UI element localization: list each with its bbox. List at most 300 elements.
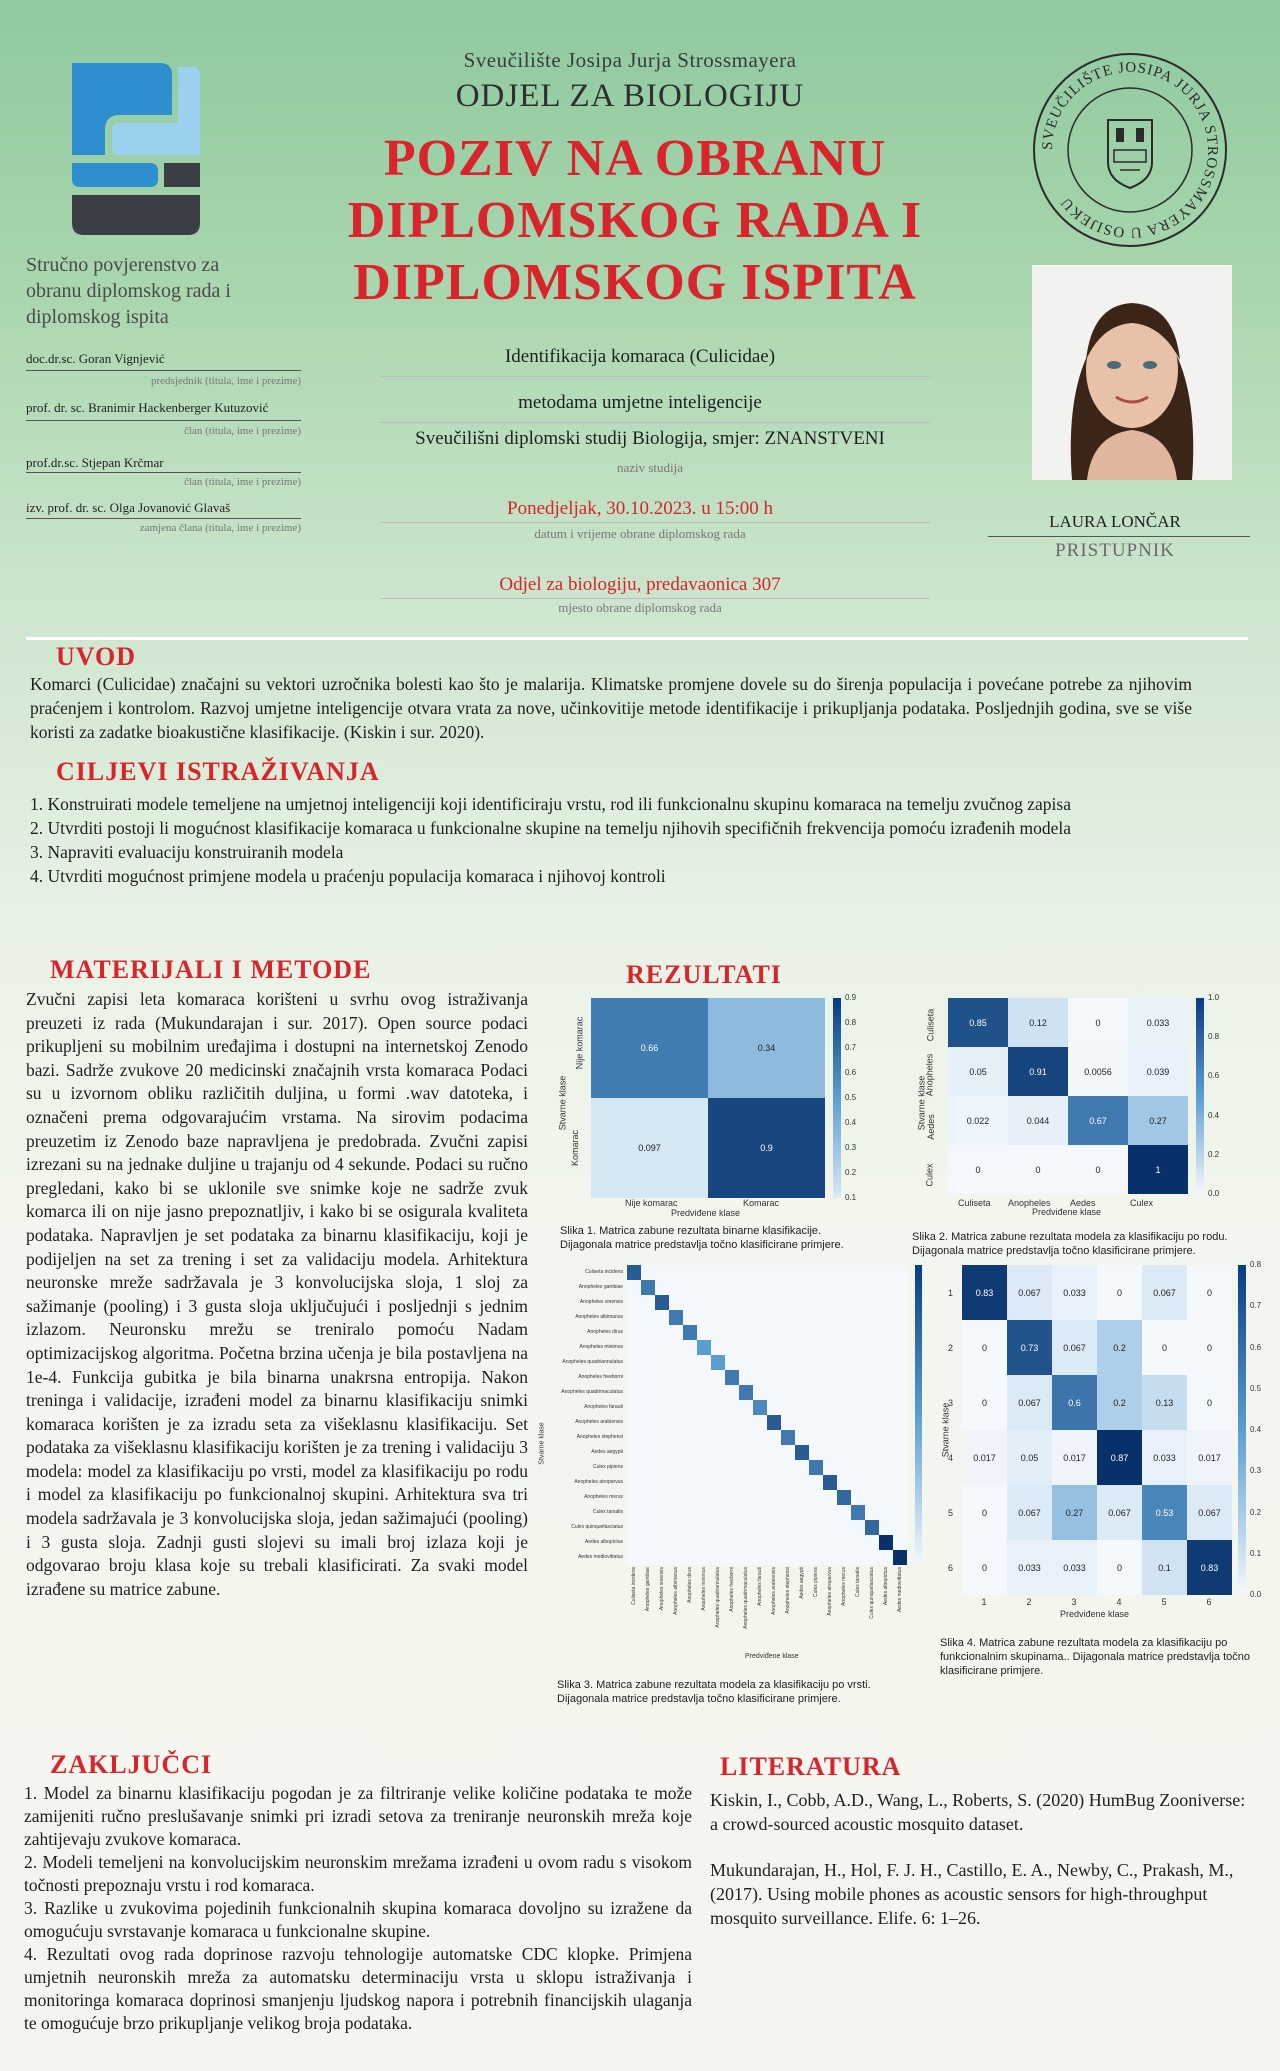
cm3-col-label: Anopheles atroparvus — [827, 1567, 833, 1616]
cm3-cell — [697, 1400, 711, 1415]
cm4-cell: 0.067 — [1052, 1320, 1097, 1375]
cm4-col-label: 2 — [1026, 1597, 1032, 1607]
cm3-cell — [753, 1550, 767, 1565]
cm3-cell — [627, 1430, 641, 1445]
cm4-col-labels — [962, 1597, 1232, 1609]
cm4-cell: 0.017 — [962, 1430, 1007, 1485]
rezultati-title: REZULTATI — [626, 960, 782, 989]
cm3-cell — [893, 1520, 907, 1535]
cm3-cell — [655, 1430, 669, 1445]
cm3-cell — [641, 1415, 655, 1430]
cm3-cell — [725, 1325, 739, 1340]
cm3-cell — [809, 1400, 823, 1415]
cilj-item: 3. Napraviti evaluaciju konstruiranih modela — [30, 842, 344, 862]
cm1-row-label-1: Komarac — [570, 1129, 581, 1167]
zakljucak-item: 1. Model za binarnu klasifikaciju pogodan je za filtriranje velike količine podataka te može zamijeniti ručno preslušavanje snimki pri izradi setova za treniranje neuronskih mreža koje zahtijevaju zvukove komaraca. — [24, 1783, 692, 1849]
cm2-cell: 0.67 — [1068, 1096, 1128, 1145]
cm4-col-label: 3 — [1071, 1597, 1077, 1607]
cm4-cell: 0.017 — [1052, 1430, 1097, 1485]
figure-3-caption: Slika 3. Matrica zabune rezultata modela za klasifikaciju po vrsti. Dijagonala matrice predstavlja točno klasificirane primjere. — [557, 1679, 871, 1705]
cm4-colorbar-tick: 0.5 — [1250, 1383, 1262, 1393]
cm2-cell: 1 — [1128, 1145, 1188, 1194]
cm3-cell — [893, 1550, 907, 1565]
cm3-cell — [655, 1460, 669, 1475]
cm3-cell — [641, 1535, 655, 1550]
cm3-cell — [725, 1520, 739, 1535]
study-label: naziv studija — [616, 460, 684, 475]
cm3-cell — [641, 1505, 655, 1520]
cm3-cell — [809, 1265, 823, 1280]
cm3-cell — [837, 1400, 851, 1415]
cm4-col-label: 5 — [1161, 1597, 1167, 1607]
cm3-cell — [795, 1265, 809, 1280]
committee-member-2-role: član (titula, ime i prezime) — [184, 425, 301, 437]
cm3-cell — [711, 1340, 725, 1355]
cm2-cell: 0.033 — [1128, 998, 1188, 1047]
cm3-cell — [711, 1430, 725, 1445]
department-name: ODJEL ZA BIOLOGIJU — [455, 78, 805, 114]
cm3-cell — [837, 1445, 851, 1460]
cm1-xlabel: Predviđene klase — [671, 1208, 741, 1218]
cm3-cell — [697, 1355, 711, 1370]
cm3-cell — [767, 1385, 781, 1400]
cm3-cell — [697, 1415, 711, 1430]
cm3-cell — [851, 1445, 865, 1460]
cm4-cell: 0 — [1097, 1540, 1142, 1595]
cm3-cell — [767, 1400, 781, 1415]
cm3-cell — [697, 1535, 711, 1550]
cm2-cell: 0.27 — [1128, 1096, 1188, 1145]
candidate-name: LAURA LONČAR — [1049, 512, 1181, 531]
cm3-cell — [711, 1505, 725, 1520]
cm3-cell — [627, 1445, 641, 1460]
cm3-cell — [893, 1400, 907, 1415]
cm3-cell — [893, 1445, 907, 1460]
cm1-row-label-0: Nije komarac — [574, 1016, 585, 1070]
cm3-cell — [837, 1430, 851, 1445]
cm4-cell: 0.27 — [1052, 1485, 1097, 1540]
cm3-cell — [669, 1325, 683, 1340]
cm3-cell — [795, 1295, 809, 1310]
cm3-cell — [823, 1355, 837, 1370]
cm3-col-label: Anopheles freeborni — [729, 1567, 735, 1612]
cm3-cell — [683, 1430, 697, 1445]
cm2-colorbar-tick: 0.0 — [1208, 1189, 1220, 1198]
cm3-cell — [837, 1550, 851, 1565]
cm3-cell — [711, 1520, 725, 1535]
cm2-cell: 0.85 — [948, 998, 1008, 1047]
cm3-cell — [725, 1295, 739, 1310]
cm3-cell — [725, 1505, 739, 1520]
cm2-xlabel: Predviđene klase — [1032, 1207, 1102, 1217]
cm3-cell — [865, 1355, 879, 1370]
cm3-cell — [753, 1310, 767, 1325]
cm3-cell — [781, 1430, 795, 1445]
cm3-cell — [627, 1340, 641, 1355]
cm3-cell — [683, 1550, 697, 1565]
cm3-cell — [669, 1535, 683, 1550]
cm3-ylabel: Stvarne klase — [538, 1422, 546, 1465]
committee-member-4-role: zamjena člana (titula, ime i prezime) — [139, 522, 301, 534]
cm4-cell: 0.067 — [1187, 1485, 1232, 1540]
cm3-cell — [753, 1505, 767, 1520]
cm3-cell — [655, 1520, 669, 1535]
cm3-cell — [725, 1340, 739, 1355]
cm3-cell — [711, 1490, 725, 1505]
cm3-cell — [893, 1430, 907, 1445]
cm3-cell — [879, 1385, 893, 1400]
cm2-cell: 0.039 — [1128, 1047, 1188, 1096]
cm3-cell — [865, 1445, 879, 1460]
cm3-cell — [781, 1415, 795, 1430]
cm3-cell — [865, 1400, 879, 1415]
cm4-cell: 0.83 — [1187, 1540, 1232, 1595]
cm3-cell — [739, 1505, 753, 1520]
cm3-cell — [879, 1460, 893, 1475]
cm3-cell — [683, 1295, 697, 1310]
cm4-cell: 0.017 — [1187, 1430, 1232, 1485]
cm3-cell — [781, 1535, 795, 1550]
thesis-title-line-2: metodama umjetne inteligencije — [518, 392, 762, 413]
cm4-row-label: 6 — [948, 1562, 954, 1573]
cm3-cell — [739, 1370, 753, 1385]
cm3-cell — [893, 1475, 907, 1490]
cm3-cell — [627, 1550, 641, 1565]
cm3-cell — [851, 1400, 865, 1415]
cm3-cell — [893, 1355, 907, 1370]
cm4-cell: 0 — [962, 1540, 1007, 1595]
cm3-cell — [809, 1535, 823, 1550]
cm3-cell — [753, 1415, 767, 1430]
cm3-cell — [627, 1310, 641, 1325]
cm3-cell — [795, 1490, 809, 1505]
cm3-cell — [851, 1355, 865, 1370]
cm3-cell — [879, 1310, 893, 1325]
zakljucak-item: 3. Razlike u zvukovima pojedinih funkcionalnih skupina komaraca dovoljno su izražene da omogućuju svrstavanje komaraca u funkcionalne skupine. — [24, 1898, 692, 1941]
cm3-cell — [795, 1310, 809, 1325]
cm3-cell — [641, 1400, 655, 1415]
cm3-cell — [753, 1535, 767, 1550]
cm3-cell — [893, 1385, 907, 1400]
university-seal — [1030, 50, 1230, 250]
cm3-cell — [767, 1280, 781, 1295]
reference-item: Kiskin, I., Cobb, A.D., Wang, L., Roberts, S. (2020) HumBug Zooniverse: a crowd-sourced acoustic mosquito dataset. — [710, 1790, 1246, 1834]
cm2-cell: 0 — [1068, 1145, 1128, 1194]
cm3-cell — [837, 1310, 851, 1325]
cm3-cell — [711, 1535, 725, 1550]
cm3-col-label: Culex quinquefasciatus — [869, 1567, 875, 1619]
cm3-cell — [851, 1475, 865, 1490]
cm3-cell — [795, 1355, 809, 1370]
cm3-cell — [851, 1280, 865, 1295]
cm3-cell — [795, 1430, 809, 1445]
cm3-cell — [683, 1280, 697, 1295]
cm3-cell — [879, 1535, 893, 1550]
cm3-col-label: Anopheles quadrimaculatus — [743, 1567, 749, 1629]
cm3-cell — [641, 1550, 655, 1565]
cm4-cell: 0 — [1097, 1265, 1142, 1320]
cm3-cell — [879, 1445, 893, 1460]
cm3-xlabel: Predviđene klase — [745, 1653, 799, 1660]
cm3-cell — [641, 1325, 655, 1340]
cm3-cell — [669, 1310, 683, 1325]
cm3-row-label: Anopheles arabiensis — [575, 1418, 623, 1425]
cm4-cell: 0.05 — [1007, 1430, 1052, 1485]
cm3-cell — [865, 1295, 879, 1310]
cm1-colorbar-tick: 0.6 — [845, 1068, 857, 1077]
cm3-cell — [711, 1475, 725, 1490]
cm3-cell — [809, 1520, 823, 1535]
cm4-cell: 0.067 — [1007, 1265, 1052, 1320]
cm3-cell — [725, 1535, 739, 1550]
cm3-cell — [795, 1325, 809, 1340]
cm4-cell: 0.87 — [1097, 1430, 1142, 1485]
cm4-cell: 0.067 — [1007, 1485, 1052, 1540]
cm3-cell — [725, 1370, 739, 1385]
cm3-cell — [865, 1490, 879, 1505]
cm3-cell — [711, 1355, 725, 1370]
cm3-cell — [795, 1460, 809, 1475]
cm3-cell — [655, 1325, 669, 1340]
uvod-title: UVOD — [56, 642, 137, 671]
cm3-cell — [893, 1280, 907, 1295]
cm3-cell — [879, 1355, 893, 1370]
cm3-cell — [879, 1340, 893, 1355]
cm3-cell — [823, 1370, 837, 1385]
cm3-cell — [655, 1535, 669, 1550]
cm3-cell — [753, 1325, 767, 1340]
cm3-cell — [655, 1505, 669, 1520]
cilj-item: 2. Utvrditi postoji li mogućnost klasifikacije komaraca u funkcionalne skupine na temelju njihovih specifičnih frekvencija pomoću izrađenih modela — [30, 818, 1071, 838]
cm3-cell — [781, 1475, 795, 1490]
cm3-cell — [739, 1520, 753, 1535]
cm3-cell — [837, 1385, 851, 1400]
cm3-cell — [781, 1340, 795, 1355]
cm3-cell — [851, 1325, 865, 1340]
cm3-cell — [851, 1490, 865, 1505]
cm3-cell — [809, 1550, 823, 1565]
cm4-cell: 0.1 — [1142, 1540, 1187, 1595]
cm4-cell: 0.2 — [1097, 1320, 1142, 1375]
defense-datetime: Ponedjeljak, 30.10.2023. u 15:00 h — [507, 498, 773, 519]
committee-member-1-name: doc.dr.sc. Goran Vignjević — [26, 351, 165, 366]
cm3-col-label: Anopheles stephensi — [785, 1567, 791, 1614]
cm3-cell — [767, 1460, 781, 1475]
cm3-cell — [697, 1460, 711, 1475]
cm3-cell — [809, 1310, 823, 1325]
cm3-cell — [865, 1505, 879, 1520]
cm3-cell — [697, 1370, 711, 1385]
cm3-cell — [655, 1340, 669, 1355]
cm2-ylabel: Stvarne klase — [916, 1075, 927, 1131]
cm3-col-label: Culiseta incidens — [631, 1567, 637, 1605]
confusion-matrix-functional — [932, 1260, 1262, 1620]
cm3-cell — [711, 1400, 725, 1415]
cm3-cell — [725, 1280, 739, 1295]
cm3-cell — [753, 1385, 767, 1400]
cm4-colorbar-tick: 0.0 — [1250, 1590, 1262, 1599]
cm4-cell: 0 — [1187, 1265, 1232, 1320]
cm3-cell — [865, 1340, 879, 1355]
cm2-colorbar-tick: 0.4 — [1208, 1110, 1220, 1120]
cm3-cell — [697, 1295, 711, 1310]
cm3-cell — [851, 1505, 865, 1520]
cm3-cell — [641, 1475, 655, 1490]
cm3-cell — [865, 1265, 879, 1280]
cm3-cell — [767, 1490, 781, 1505]
committee-member-1-role: predsjednik (titula, ime i prezime) — [151, 375, 301, 387]
metode-text: Zvučni zapisi leta komaraca korišteni u svrhu ovog istraživanja preuzeti iz rada (Mukundarajan i sur. 2017). Open source podaci prikupljeni su mobilnim uređajima i dostupni na internetskoj Zenodo bazi. Sadrže zvukove 20 medicinski značajnih vrsta komaraca Podaci su u izvornom obliku različitih duljina, u formi .wav datoteka, i označeni prema odgovarajućim vrstama. Na sirovim podacima preuzetim iz Zenodo baze napravljena je predobrada. Zvučni zapisi izrezani su na jednake duljine u trajanju od 4 sekunde. Podaci su ručno pregledani, kako bi se uklonile sve snimke koje ne sadrže zvuk komarca ili on nije jasno prepoznatljiv, i kako bi se osigurala kvaliteta podataka. Napravljen je set podataka za binarnu klasifikaciju, koji je podijeljen na set za trening i set za validaciju modela. Arhitektura neuronske mreže sadržavala je 3 konvolucijska sloja, 1 sloj za sažimanje (pooling) i 3 gusta sloja uključujući i posljednji s jednim izlazom. Neuronsku mrežu se treniralo pomoću Nadam optimizacijskog algoritma. Početna brzina učenja je bila postavljena na 1e-4. Funkcija gubitka je bila binarna unakrsna entropija. Nakon treninga i validacije, izrađeni model za binarnu klasifikaciju snimki komaraca korišten je za izradu seta za višeklasnu klasifikaciju. Set podataka za višeklasnu klasifikaciju korišten je za trening i validaciju 3 modela: model za klasifikaciju po vrsti, model za klasifikaciju po rodu i model za klasifikaciju po funkcionalnoj skupini. Arhitektura sva tri modela sadržavala je 3 konvolucijska sloja, jedan sažimajući (pooling) i 3 gusta sloja. Zadnji gusti slojevi su imali broj izlaza koji je odgovarao broju klasa koje su trebali klasificirati. Za svaki model izrađene su matrice zabune. — [26, 989, 528, 1599]
cm3-cell — [767, 1295, 781, 1310]
cm3-cell — [795, 1385, 809, 1400]
cm3-cell — [851, 1265, 865, 1280]
cm3-cell — [753, 1280, 767, 1295]
cm3-col-label: Anopheles minimus — [701, 1567, 707, 1611]
cm3-cell — [739, 1310, 753, 1325]
cm3-cell — [669, 1550, 683, 1565]
cm1-colorbar-tick: 0.8 — [845, 1018, 857, 1027]
cm2-cell: 0.0056 — [1068, 1047, 1128, 1096]
cm1-colorbar-tick: 0.4 — [845, 1118, 857, 1127]
cilj-item: 1. Konstruirati modele temeljene na umjetnoj inteligenciji koji identificiraju vrstu, rod ili funkcionalnu skupinu komaraca na temelju zvučnog zapisa — [30, 794, 1071, 814]
cm3-cell — [767, 1520, 781, 1535]
cm3-cell — [669, 1460, 683, 1475]
cm3-cell — [795, 1475, 809, 1490]
cm3-row-label: Anopheles farauti — [584, 1403, 623, 1410]
cm3-cell — [725, 1265, 739, 1280]
cm3-cell — [837, 1370, 851, 1385]
cm3-cell — [795, 1535, 809, 1550]
cm3-cell — [893, 1265, 907, 1280]
cm3-cell — [823, 1520, 837, 1535]
cm3-cell — [641, 1370, 655, 1385]
cm3-cell — [711, 1310, 725, 1325]
cm2-row-label-3: Culex — [924, 1163, 935, 1187]
cm2-col-label-1: Anopheles — [1008, 1198, 1051, 1208]
cm3-cell — [781, 1445, 795, 1460]
cm3-cell — [781, 1370, 795, 1385]
cm3-cell — [879, 1505, 893, 1520]
cilj-item: 4. Utvrditi mogućnost primjene modela u praćenju populacija komaraca i njihovoj kontroli — [30, 866, 666, 886]
cm3-cell — [739, 1280, 753, 1295]
confusion-matrix-binary — [557, 993, 870, 1223]
cm3-cell — [893, 1490, 907, 1505]
cm3-cell — [669, 1505, 683, 1520]
cm3-cell — [697, 1325, 711, 1340]
cm3-cell — [627, 1265, 641, 1280]
cm3-cell — [823, 1460, 837, 1475]
cm3-cell — [809, 1355, 823, 1370]
cm4-colorbar-tick: 0.1 — [1250, 1548, 1262, 1558]
cm3-cell — [697, 1505, 711, 1520]
ciljevi-list — [30, 792, 1200, 888]
cm3-cell — [739, 1490, 753, 1505]
cm3-row-label: Aedes albopictus — [584, 1538, 623, 1545]
cm3-cell — [767, 1310, 781, 1325]
cm3-cell — [893, 1370, 907, 1385]
cm3-cell — [851, 1370, 865, 1385]
cm3-cell — [865, 1385, 879, 1400]
cm3-cell — [837, 1415, 851, 1430]
cm3-cell — [865, 1415, 879, 1430]
cm4-cell: 0 — [962, 1375, 1007, 1430]
cm3-cell — [697, 1445, 711, 1460]
cm4-cell: 0.13 — [1142, 1375, 1187, 1430]
cm3-cell — [641, 1490, 655, 1505]
cm3-cell — [669, 1280, 683, 1295]
cm3-cell — [809, 1370, 823, 1385]
cm3-cell — [669, 1400, 683, 1415]
cm3-cell — [851, 1550, 865, 1565]
cm1-colorbar-tick: 0.3 — [845, 1143, 857, 1152]
cm3-cell — [865, 1535, 879, 1550]
cm3-cell — [837, 1325, 851, 1340]
cm3-row-label: Anopheles freeborni — [578, 1373, 623, 1380]
cm3-cell — [627, 1280, 641, 1295]
cm3-cell — [711, 1265, 725, 1280]
cm3-cell — [683, 1520, 697, 1535]
cm3-row-label: Anopheles albimanus — [575, 1313, 623, 1320]
cm3-cell — [781, 1385, 795, 1400]
cm3-cell — [781, 1310, 795, 1325]
cm3-col-label: Aedes aegypti — [799, 1567, 805, 1599]
cm3-cell — [627, 1325, 641, 1340]
cm3-cell — [669, 1520, 683, 1535]
cm4-cell: 0.067 — [1142, 1265, 1187, 1320]
cm2-cell: 0.91 — [1008, 1047, 1068, 1096]
cm4-cell: 0.83 — [962, 1265, 1007, 1320]
cm3-cell — [837, 1280, 851, 1295]
cm3-cell — [711, 1325, 725, 1340]
cm4-cell: 0.6 — [1052, 1375, 1097, 1430]
cm3-cell — [697, 1385, 711, 1400]
cm3-row-label: Anopheles gambiae — [578, 1283, 623, 1290]
cm3-cell — [795, 1445, 809, 1460]
cm3-cell — [879, 1430, 893, 1445]
cm3-cell — [683, 1340, 697, 1355]
cm3-cell — [655, 1385, 669, 1400]
cm3-cell — [655, 1415, 669, 1430]
cm1-cell: 0.097 — [591, 1098, 708, 1198]
cm3-cell — [893, 1535, 907, 1550]
literatura-title: LITERATURA — [720, 1752, 902, 1781]
cm3-cell — [753, 1445, 767, 1460]
cm3-cell — [627, 1295, 641, 1310]
cm3-cell — [837, 1505, 851, 1520]
cm3-cell — [767, 1505, 781, 1520]
candidate-photo — [1032, 265, 1232, 480]
cm3-row-label: Aedes mediovittatus — [577, 1553, 623, 1560]
cm3-cell — [641, 1445, 655, 1460]
cm3-cell — [711, 1370, 725, 1385]
cm3-cell — [739, 1355, 753, 1370]
cm3-cell — [851, 1310, 865, 1325]
cm3-cell — [725, 1550, 739, 1565]
cm3-cell — [837, 1520, 851, 1535]
cm3-row-label: Anopheles quadrimaculatus — [561, 1388, 623, 1395]
cm3-cell — [627, 1385, 641, 1400]
cm3-cell — [711, 1280, 725, 1295]
cm3-cell — [795, 1370, 809, 1385]
cm2-colorbar-tick: 0.8 — [1208, 1032, 1220, 1042]
cm3-cell — [641, 1280, 655, 1295]
cm3-cell — [739, 1295, 753, 1310]
cm3-row-label: Culex quinquefasciatus — [571, 1523, 623, 1530]
cm3-cell — [655, 1490, 669, 1505]
cm3-cell — [641, 1355, 655, 1370]
cm3-cell — [739, 1550, 753, 1565]
cm4-colorbar-tick: 0.8 — [1250, 1260, 1262, 1269]
